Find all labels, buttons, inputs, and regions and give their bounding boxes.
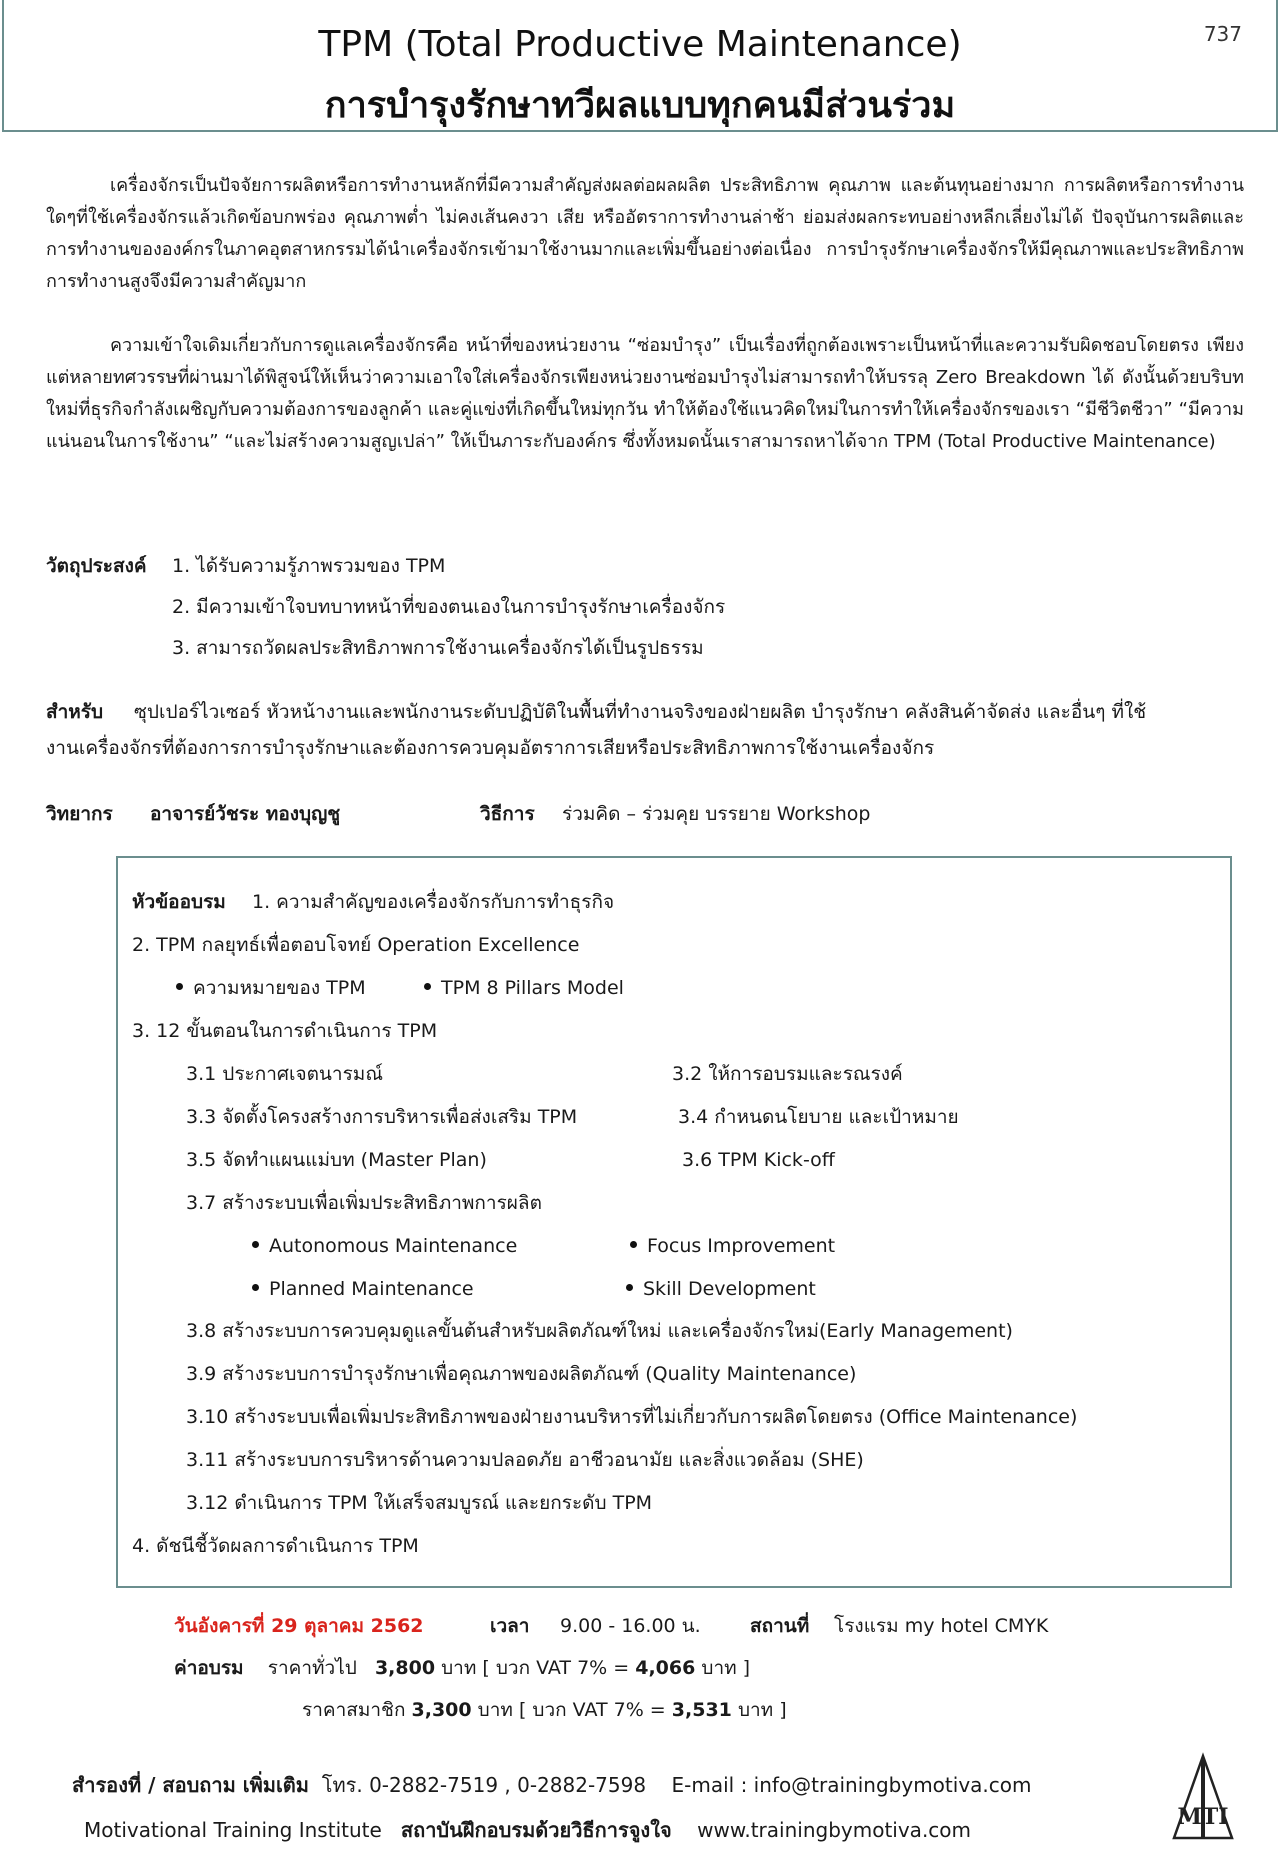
step-3-12: 3.12 ดำเนินการ TPM ให้เสร็จสมบูรณ์ และยกระดับ TPM — [186, 1492, 653, 1514]
topic-1: 1. ความสำคัญของเครื่องจักรกับการทำธุรกิจ — [252, 891, 615, 913]
event-venue: โรงแรม my hotel CMYK — [834, 1615, 1049, 1637]
step-3-6: 3.6 TPM Kick-off — [682, 1149, 835, 1171]
phone-numbers: โทร. 0-2882-7519 , 0-2882-7598 — [321, 1773, 647, 1797]
speaker-name: อาจารย์วัชระ ทองบุญชู — [150, 803, 341, 825]
topic-2: 2. TPM กลยุทธ์เพื่อตอบโจทย์ Operation Excellence — [132, 934, 580, 956]
topics-label: หัวข้ออบรม — [132, 891, 226, 913]
fee-label: ค่าอบรม — [174, 1657, 244, 1679]
pillar-item — [626, 1275, 816, 1303]
topic-2-bullet-2 — [424, 974, 624, 1002]
topic-4: 4. ดัชนีชี้วัดผลการดำเนินการ TPM — [132, 1535, 419, 1557]
pillar-text: Skill Development — [643, 1278, 816, 1300]
email-link[interactable]: E-mail : info@trainingbymotiva.com — [671, 1773, 1032, 1797]
topic-3: 3. 12 ขั้นตอนในการดำเนินการ TPM — [132, 1020, 438, 1042]
fee-general-row — [174, 1654, 750, 1682]
method-label: วิธีการ — [480, 803, 535, 825]
venue-label: สถานที่ — [750, 1615, 810, 1637]
step-3-8: 3.8 สร้างระบบการควบคุมดูแลขั้นต้นสำหรับผลิตภัณฑ์ใหม่ และเครื่องจักรใหม่(Early Management) — [186, 1320, 1013, 1342]
bullet-icon — [424, 983, 431, 990]
step-3-1: 3.1 ประกาศเจตนารมณ์ — [186, 1063, 383, 1085]
org-name-th: สถาบันฝึกอบรมด้วยวิธีการจูงใจ — [400, 1818, 672, 1842]
bullet-icon — [176, 983, 183, 990]
audience-label: สำหรับ — [46, 701, 104, 723]
general-price-suffix: บาท [ บวก VAT 7% = — [441, 1657, 630, 1679]
header — [0, 0, 1280, 132]
objectives-label: วัตถุประสงค์ — [46, 555, 147, 577]
objective-item: 3. สามารถวัดผลประสิทธิภาพการใช้งานเครื่องจักรได้เป็นรูปธรรม — [172, 637, 704, 659]
reserve-label: สำรองที่ / สอบถาม เพิ่มเติม — [72, 1773, 309, 1797]
bullet-icon — [252, 1241, 259, 1248]
step-3-2: 3.2 ให้การอบรมและรณรงค์ — [672, 1063, 903, 1085]
general-price: 3,800 — [374, 1657, 436, 1679]
intro-paragraph-2 — [46, 330, 1244, 458]
page-number: 737 — [1203, 22, 1242, 46]
bullet-text: ความหมายของ TPM — [193, 977, 366, 999]
general-price-label: ราคาทั่วไป — [267, 1657, 357, 1679]
contact-row — [72, 1770, 1031, 1800]
pillar-text: Focus Improvement — [647, 1235, 836, 1257]
pillar-item — [252, 1275, 474, 1303]
audience-line-2: งานเครื่องจักรที่ต้องการการบำรุงรักษาและต้องการควบคุมอัตราการเสียหรือประสิทธิภาพการใช้งานเครื่องจักร — [46, 737, 935, 759]
header-divider — [2, 130, 1278, 132]
logo-text: MTI — [1177, 1804, 1229, 1830]
general-price-end: บาท ] — [701, 1657, 751, 1679]
pillar-text: Planned Maintenance — [269, 1278, 474, 1300]
general-total: 4,066 — [635, 1657, 696, 1679]
objective-item: 1. ได้รับความรู้ภาพรวมของ TPM — [172, 555, 446, 577]
fee-member-row — [302, 1696, 787, 1724]
audience-line-1: ซุปเปอร์ไวเซอร์ หัวหน้างานและพนักงานระดับปฏิบัติในพื้นที่ทำงานจริงของฝ่ายผลิต บำรุงรักษา คลังสินค้าจัดส่ง และอื่นๆ ที่ใช้ — [134, 701, 1147, 723]
intro-text-1: เครื่องจักรเป็นปัจจัยการผลิตหรือการทำงานหลักที่มีความสำคัญส่งผลต่อผลผลิต ประสิทธิภาพ คุณภาพ และต้นทุนอย่างมาก การผลิตหรือการทำงานใดๆที่ใช้เครื่องจักรแล้วเกิดข้อบกพร่อง คุณภาพต่ำ ไม่คงเส้นคงวา เสีย หรืออัตราการทำงานล่าช้า ย่อมส่งผลกระทบอย่างหลีกเลี่ยงไม่ได้ ปัจจุบันการผลิตและการทำงานขององค์กรในภาคอุตสาหกรรมได้นำเครื่องจักรเข้ามาใช้งานมากและเพิ่มขึ้นอย่างต่อเนื่อง การบำรุงรักษาเครื่องจักรให้มีคุณภาพและประสิทธิภาพการทำงานสูงจึงมีความสำคัญมาก — [46, 175, 1244, 292]
bullet-icon — [626, 1284, 633, 1291]
title-thai: การบำรุงรักษาทวีผลแบบทุกคนมีส่วนร่วม — [324, 85, 956, 126]
speaker-label: วิทยากร — [46, 803, 113, 825]
topics-box — [116, 856, 1232, 1588]
step-3-4: 3.4 กำหนดนโยบาย และเป้าหมาย — [678, 1106, 959, 1128]
member-price-end: บาท ] — [737, 1699, 787, 1721]
bullet-text: TPM 8 Pillars Model — [441, 977, 624, 999]
member-total: 3,531 — [671, 1699, 732, 1721]
member-price: 3,300 — [411, 1699, 472, 1721]
step-3-3: 3.3 จัดตั้งโครงสร้างการบริหารเพื่อส่งเสริม TPM — [186, 1106, 578, 1128]
title-english: TPM (Total Productive Maintenance) — [318, 24, 962, 65]
org-row — [84, 1815, 971, 1845]
intro-paragraph-1 — [46, 170, 1244, 298]
topic-2-bullet-1 — [176, 974, 366, 1002]
event-time: 9.00 - 16.00 น. — [560, 1615, 701, 1637]
pillar-item — [252, 1232, 517, 1260]
pillar-item — [630, 1232, 835, 1260]
bullet-icon — [252, 1284, 259, 1291]
pillar-text: Autonomous Maintenance — [269, 1235, 518, 1257]
org-name-en: Motivational Training Institute — [84, 1818, 382, 1842]
step-3-7: 3.7 สร้างระบบเพื่อเพิ่มประสิทธิภาพการผลิต — [186, 1192, 542, 1214]
mti-logo-icon — [1168, 1752, 1238, 1844]
method-text: ร่วมคิด – ร่วมคุย บรรยาย Workshop — [562, 803, 871, 825]
member-price-suffix: บาท [ บวก VAT 7% = — [477, 1699, 666, 1721]
step-3-10: 3.10 สร้างระบบเพื่อเพิ่มประสิทธิภาพของฝ่ายงานบริหารที่ไม่เกี่ยวกับการผลิตโดยตรง (Office Maintenance) — [186, 1406, 1078, 1428]
time-label: เวลา — [490, 1615, 530, 1637]
intro-text-2: ความเข้าใจเดิมเกี่ยวกับการดูแลเครื่องจักรคือ หน้าที่ของหน่วยงาน “ซ่อมบำรุง” เป็นเรื่องที่ถูกต้องเพราะเป็นหน้าที่และความรับผิดชอบโดยตรง เพียงแต่หลายทศวรรษที่ผ่านมาได้พิสูจน์ให้เห็นว่าความเอาใจใส่เครื่องจักรเพียงหน่วยงานซ่อมบำรุงไม่สามารถทำให้บรรลุ Zero Breakdown ได้ ดังนั้นด้วยบริบทใหม่ที่ธุรกิจกำลังเผชิญกับความต้องการของลูกค้า และคู่แข่งที่เกิดขึ้นใหม่ทุกวัน ทำให้ต้องใช้แนวคิดใหม่ในการทำให้เครื่องจักรของเรา “มีชีวิตชีวา” “มีความแน่นอนในการใช้งาน” “และไม่สร้างความสูญเปล่า” ให้เป็นภาระกับองค์กร ซึ่งทั้งหมดนั้นเราสามารถหาได้จาก TPM (Total Productive Maintenance) — [46, 335, 1244, 452]
step-3-5: 3.5 จัดทำแผนแม่บท (Master Plan) — [186, 1149, 487, 1171]
bullet-icon — [630, 1241, 637, 1248]
member-price-label: ราคาสมาชิก — [302, 1699, 406, 1721]
event-date: วันอังคารที่ 29 ตุลาคม 2562 — [174, 1615, 424, 1637]
step-3-11: 3.11 สร้างระบบการบริหารด้านความปลอดภัย อาชีวอนามัย และสิ่งแวดล้อม (SHE) — [186, 1449, 864, 1471]
step-3-9: 3.9 สร้างระบบการบำรุงรักษาเพื่อคุณภาพของผลิตภัณฑ์ (Quality Maintenance) — [186, 1363, 857, 1385]
website-link[interactable]: www.trainingbymotiva.com — [697, 1818, 972, 1842]
objective-item: 2. มีความเข้าใจบทบาทหน้าที่ของตนเองในการบำรุงรักษาเครื่องจักร — [172, 596, 726, 618]
